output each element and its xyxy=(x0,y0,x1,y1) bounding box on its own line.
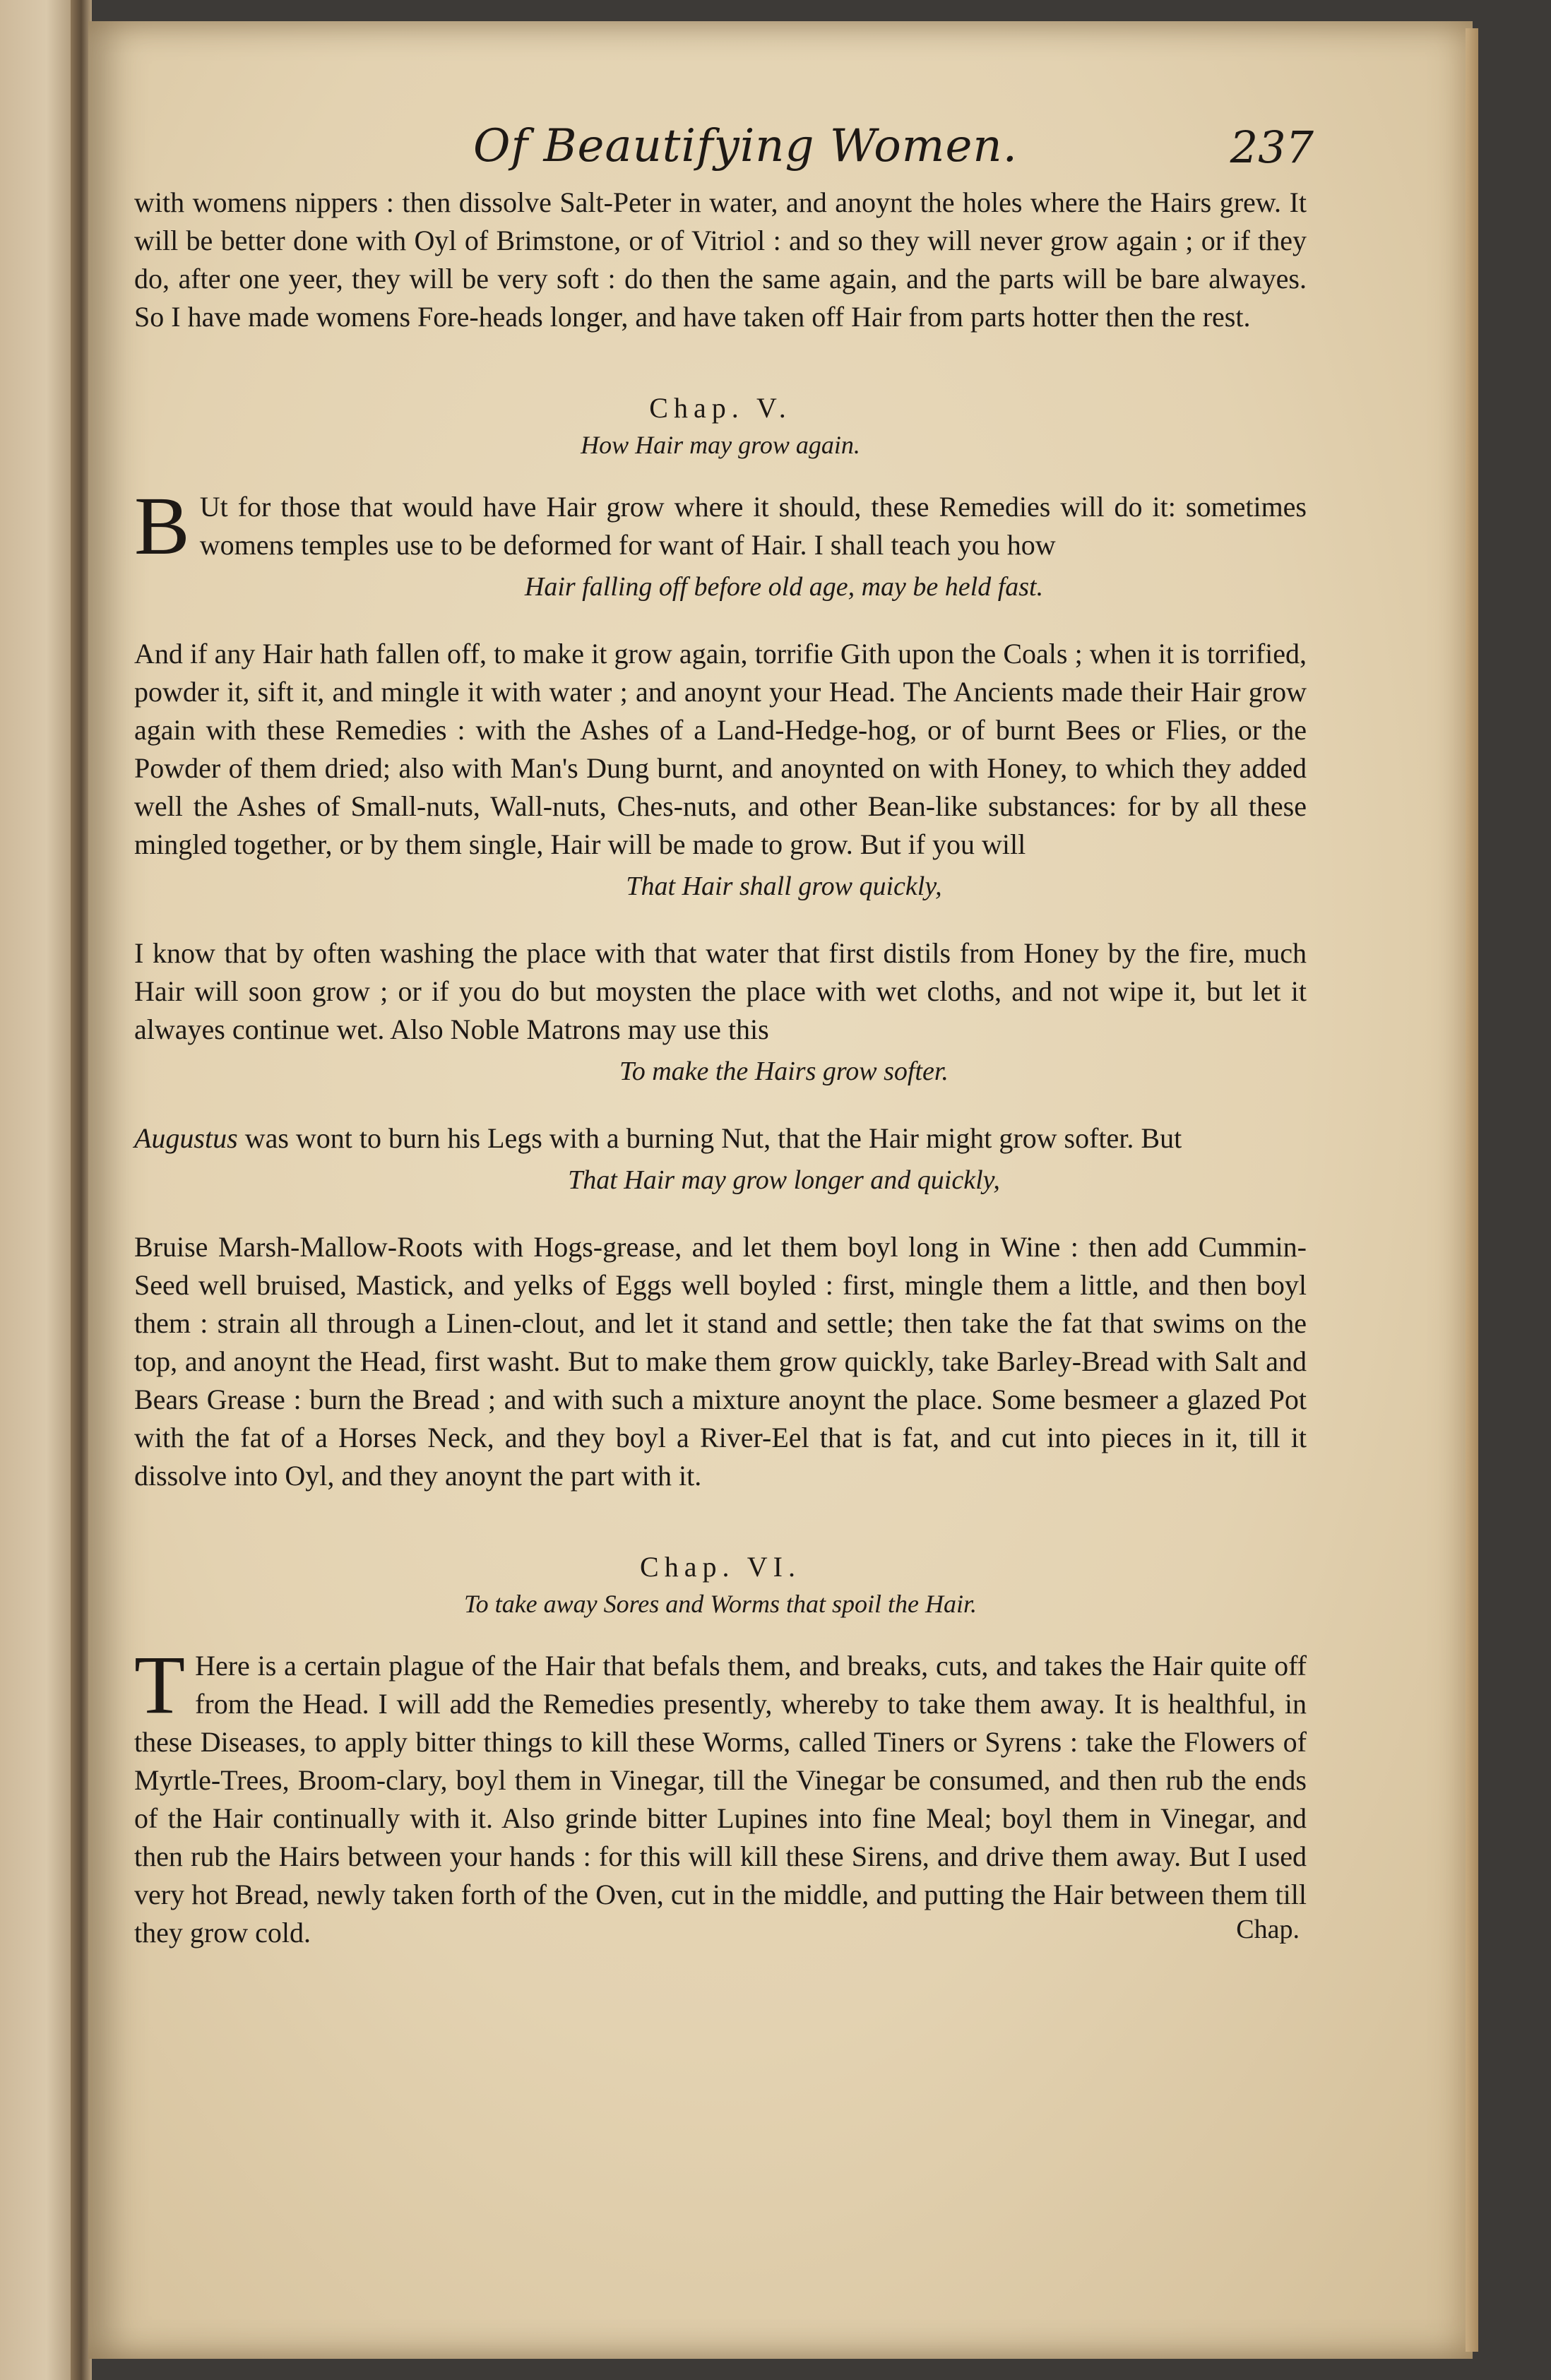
augustus-name: Augustus xyxy=(134,1122,238,1154)
subheading-grow-quickly: That Hair shall grow quickly, xyxy=(626,871,942,901)
page-number: 237 xyxy=(1230,121,1314,173)
chapter-5-paragraph-5: Bruise Marsh-Mallow-Roots with Hogs-grease, and let them boyl long in Wine : then add Cummin-Seed well bruised, Mastick, and yelks of Eggs well boyled : first, mingle them a little, and then boyl them : strain all through a Linen-clout, and let it stand and settle; then take the fat that swims on the top, and anoynt the Head, first washt. But to make them grow quickly, take Barley-Bread with Salt and Bears Grease : burn the Bread ; and with such a mixture anoynt the place. Some besmeer a glazed Pot with the fat of a Horses Neck, and they boyl a River-Eel that is fat, and cut into pieces in it, till it dissolve into Oyl, and they anoynt the part with it. xyxy=(134,1231,1307,1492)
chapter-5-paragraph-2: And if any Hair hath fallen off, to make it grow again, torrifie Gith upon the Coals ; when it is torrified, powder it, sift it, and mingle it with water ; and anoynt your Head. The Ancients made their Hair grow again with these Remedies : with the Ashes of a Land-Hedge-hog, or of burnt Bees or Flies, or the Powder of them dried; also with Man's Dung burnt, and anoynted on with Honey, to which they added well the Ashes of Small-nuts, Wall-nuts, Ches-nuts, and other Bean-like substances: for by all these mingled together, or by them single, Hair will be made to grow. But if you will xyxy=(134,638,1307,860)
chapter-5-paragraph-4 xyxy=(134,1119,1307,1158)
chapter-5-paragraph-3: I know that by often washing the place with that water that first distils from Honey by the fire, much Hair will soon grow ; or if you do but moysten the place with wet cloths, and not wipe it, but let it alwayes continue wet. Also Noble Matrons may use this xyxy=(134,937,1307,1045)
running-title: Of Beautifying Women. xyxy=(473,120,1018,172)
running-head xyxy=(134,106,1314,184)
chapter-6-paragraph-1-text: Here is a certain plague of the Hair that befals them, and breaks, cuts, and takes the Hair quite off from the Head. I will add the Remedies presently, whereby to take them away. It is healthful, in these Diseases, to apply bitter things to kill these Worms, called Tiners or Syrens : take the Flowers of Myrtle-Trees, Broom-clary, boyl them in Vinegar, till the Vinegar be consumed, and then rub the ends of the Hair continually with it. Also grinde bitter Lupines into fine Meal; boyl them in Vinegar, and then rub the Hairs between your hands : for this will kill these Sirens, and drive them away. But I used very hot Bread, newly taken forth of the Oven, cut in the middle, and putting the Hair between them till they grow cold. xyxy=(134,1650,1307,1948)
chapter-5-paragraph-1-text: Ut for those that would have Hair grow where it should, these Remedies will do it: sometimes womens temples use to be deformed for want of Hair. I shall teach you how xyxy=(199,491,1307,561)
chapter-5-paragraph-1 xyxy=(134,480,1307,572)
chapter-5-paragraph-4-text: was wont to burn his Legs with a burning Nut, that the Hair might grow softer. But xyxy=(237,1122,1182,1154)
drop-cap-t: T xyxy=(134,1638,186,1731)
subheading-grow-longer: That Hair may grow longer and quickly, xyxy=(568,1165,1000,1195)
chapter-5-title: How Hair may grow again. xyxy=(581,431,860,459)
catchword: Chap. xyxy=(1236,1915,1300,1944)
drop-cap-b: B xyxy=(134,480,190,572)
subheading-hair-falling: Hair falling off before old age, may be held fast. xyxy=(524,572,1044,602)
chapter-5-heading: Chap. V. xyxy=(649,392,792,424)
subheading-grow-softer: To make the Hairs grow softer. xyxy=(619,1057,949,1086)
previous-page-edge xyxy=(0,0,78,2380)
intro-paragraph: with womens nippers : then dissolve Salt-Peter in water, and anoynt the holes where the Hairs grew. It will be better done with Oyl of Brimstone, or of Vitriol : and so they will never grow again ; or if they do, after one yeer, they will be very soft : do then the same again, and the parts will be bare alwayes. So I have made womens Fore-heads longer, and have taken off Hair from parts hotter then the rest. xyxy=(134,186,1307,333)
chapter-6-title: To take away Sores and Worms that spoil the Hair. xyxy=(463,1590,977,1618)
page-fore-edge xyxy=(1466,28,1478,2352)
chapter-6-heading: Chap. VI. xyxy=(640,1551,801,1583)
chapter-6-paragraph-1 xyxy=(134,1638,1307,1952)
page-text xyxy=(134,106,1314,1948)
